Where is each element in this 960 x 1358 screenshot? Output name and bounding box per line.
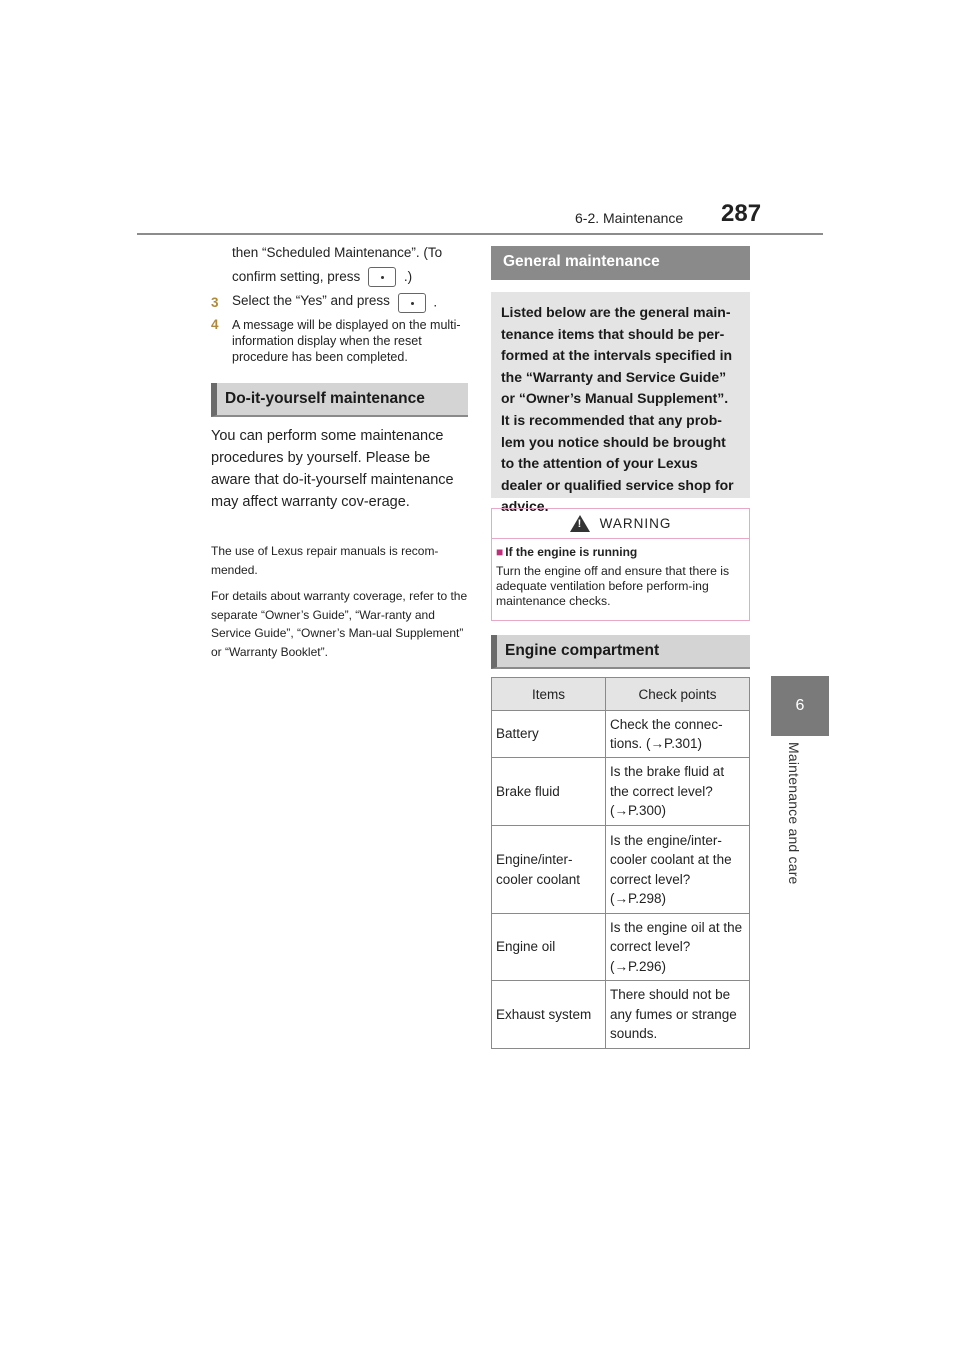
repair-manual-note: The use of Lexus repair manuals is recom-mended. [211,544,439,577]
step-continuation-line2 [232,264,412,290]
table-header-check-points: Check points [606,678,750,711]
step-3-number: 3 [211,294,219,310]
table-cell-check: There should not be any fumes or strange sounds. [606,981,750,1049]
table-row [492,711,750,758]
warning-label: WARNING [599,516,672,531]
chapter-tab[interactable]: 6 [771,676,829,736]
table-header-items: Items [492,678,606,711]
page-number: 287 [721,200,762,227]
general-maintenance-summary: Listed below are the general main-tenance items that should be per-formed at the intervals specified in the “Warranty and Service Guide” or “Owner’s Manual Supplement”. It is recommended that any prob-lem you notice should be brought to the attention of your Lexus dealer or qualified service shop for advice. [491,292,750,498]
table-cell-check: Is the engine/inter-cooler coolant at the correct level? (→P.298) [606,826,750,914]
header-divider [137,233,823,235]
table-row [492,914,750,981]
warning-title-text: If the engine is running [505,545,638,559]
table-cell-check: Is the engine oil at the correct level? (→P.296) [606,914,750,981]
step-3 [211,293,437,313]
chapter-label: Maintenance and care [786,742,802,885]
warranty-note: For details about warranty coverage, refer to the separate “Owner’s Guide”, “War-ranty and Service Guide”, “Owner’s Man-ual Supplement” or “Warranty Booklet”. [211,589,468,659]
diy-maintenance-heading: Do-it-yourself maintenance [211,383,468,417]
step-4-number: 4 [211,317,219,332]
step-continuation-end: .) [403,269,413,284]
step-4 [211,317,472,365]
engine-compartment-heading: Engine compartment [491,635,750,669]
table-cell-item: Brake fluid [492,758,606,826]
warning-header [492,509,749,539]
table-cell-item: Battery [492,711,606,758]
general-maintenance-heading: General maintenance [491,246,750,280]
table-row [492,981,750,1049]
warning-title [492,539,749,559]
section-title: 6-2. Maintenance [575,210,684,226]
diy-maintenance-body: You can perform some maintenance procedures by yourself. Please be aware that do-it-yourself maintenance may affect warranty cov-erage. [211,428,454,510]
square-bullet-icon: ■ [496,545,504,559]
warning-body: Turn the engine off and ensure that there is adequate ventilation before perform-ing maintenance checks. [496,564,730,608]
warning-triangle-icon [570,515,590,532]
check-points-table [491,677,750,1049]
table-cell-item: Engine/inter-cooler coolant [492,826,606,914]
table-cell-item: Engine oil [492,914,606,981]
step-3-text: Select the “Yes” and press [232,293,390,308]
warning-box [491,508,750,621]
table-cell-check: Is the brake fluid at the correct level? (→P.300) [606,758,750,826]
table-row [492,826,750,914]
step-4-text: A message will be displayed on the multi-information display when the reset procedure has been completed. [232,318,461,364]
table-row [492,758,750,826]
table-cell-item: Exhaust system [492,981,606,1049]
step-continuation-line1: then “Scheduled Maintenance”. (To [232,245,443,260]
table-cell-check: Check the connec-tions. (→P.301) [606,711,750,758]
enter-button-icon [398,293,426,313]
enter-button-icon [368,267,396,287]
step-3-end: . [433,294,438,310]
step-continuation-text: confirm setting, press [232,269,361,284]
table-header-row [492,678,750,711]
